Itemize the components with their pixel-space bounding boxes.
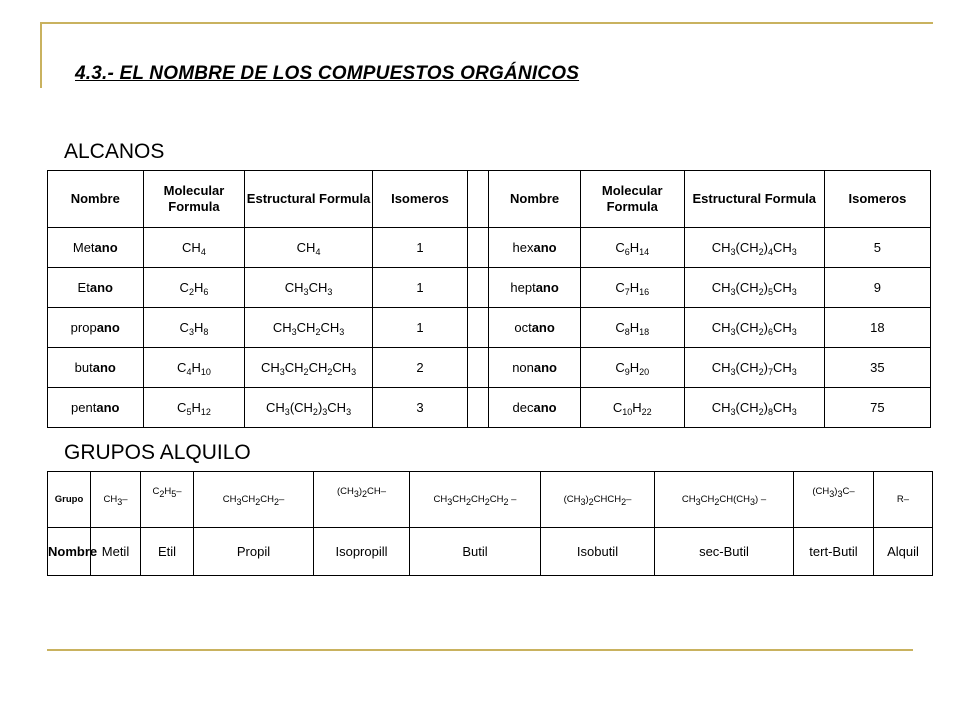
structural-formula-cell: $CH_3(CH_2)_3CH_3$: [245, 388, 372, 428]
alkane-stem: but: [74, 360, 93, 375]
molecular-formula-cell: $C_{10}H_{22}$: [580, 388, 684, 428]
group-formula-cell: [314, 472, 410, 528]
row-label-grupo: [48, 472, 91, 528]
alkanes-heading: ALCANOS: [64, 140, 165, 163]
molecular-formula-cell: $C_8H_{18}$: [580, 308, 684, 348]
structural-formula-cell: $CH_4$: [245, 228, 372, 268]
left-accent-line: [40, 22, 42, 88]
group-formula-cell: [141, 472, 194, 528]
bottom-accent-line: [47, 649, 913, 651]
isomers-cell: 75: [824, 388, 930, 428]
group-formula-cell: [91, 472, 141, 528]
alkane-name-cell: [48, 308, 144, 348]
alkane-suffix: ano: [89, 280, 113, 295]
isomers-cell: 18: [824, 308, 930, 348]
alkane-name-cell: [489, 388, 580, 428]
alkane-stem: Et: [77, 280, 90, 295]
molecular-formula-cell: $C_7H_{16}$: [580, 268, 684, 308]
alkane-suffix: ano: [94, 240, 118, 255]
group-name-cell: Etil: [141, 528, 194, 576]
groups-heading: GRUPOS ALQUILO: [64, 441, 251, 464]
group-formula-cell: [541, 472, 655, 528]
structural-formula-cell: $CH_3CH_3$: [245, 268, 372, 308]
isomers-cell: 1: [372, 228, 468, 268]
alkane-stem: pent: [71, 400, 97, 415]
spacer-cell: [468, 268, 489, 308]
col-header-structural: Estructural Formula: [245, 171, 372, 228]
isomers-cell: 1: [372, 268, 468, 308]
alkane-row: [48, 228, 931, 268]
alkanes-table-body: [48, 228, 931, 428]
col-header-name: Nombre: [48, 171, 144, 228]
group-formula: $CH_3CH_2CH_2CH_2$ –: [433, 494, 517, 507]
alkane-name-cell: [48, 348, 144, 388]
alkane-row: [48, 268, 931, 308]
spacer-column: [468, 171, 489, 228]
structural-formula-cell: $CH_3(CH_2)_5CH_3$: [684, 268, 824, 308]
molecular-formula-cell: $C_4H_{10}$: [143, 348, 245, 388]
isomers-cell: 9: [824, 268, 930, 308]
alkane-suffix: ano: [535, 280, 559, 295]
alkane-stem: hept: [510, 280, 536, 295]
molecular-formula-cell: $C_9H_{20}$: [580, 348, 684, 388]
col-header-isomers: Isomeros: [372, 171, 468, 228]
alkane-row: [48, 388, 931, 428]
alkyl-groups-table: [47, 471, 933, 576]
isomers-cell: 5: [824, 228, 930, 268]
molecular-formula-cell: $C_5H_{12}$: [143, 388, 245, 428]
alkane-name-cell: [489, 268, 580, 308]
alkanes-header-row: [48, 171, 931, 228]
group-formula: $(CH_3)_2CH-$: [336, 486, 387, 499]
col-header-structural: Estructural Formula: [684, 171, 824, 228]
molecular-formula-cell: $C_2H_6$: [143, 268, 245, 308]
page-title: 4.3.- EL NOMBRE DE LOS COMPUESTOS ORGÁNICOS: [75, 63, 580, 84]
alkane-stem: Met: [72, 240, 95, 255]
group-formula: $CH_3CH_2CH(CH_3)$ –: [681, 494, 767, 507]
group-formula: $C_2H_5-$: [152, 486, 182, 499]
spacer-cell: [468, 348, 489, 388]
alkane-name-cell: [48, 268, 144, 308]
top-accent-line: [40, 22, 933, 24]
row-label-text: Nombre: [48, 544, 98, 559]
group-name-cell: Metil: [91, 528, 141, 576]
spacer-cell: [468, 228, 489, 268]
group-name-cell: sec-Butil: [655, 528, 794, 576]
col-header-name: Nombre: [489, 171, 580, 228]
alkane-row: [48, 308, 931, 348]
group-name-cell: Propil: [194, 528, 314, 576]
alkane-suffix: ano: [533, 240, 557, 255]
group-name-cell: Alquil: [874, 528, 933, 576]
isomers-cell: 2: [372, 348, 468, 388]
alkane-name-cell: [48, 228, 144, 268]
structural-formula-cell: $CH_3CH_2CH_2CH_3$: [245, 348, 372, 388]
alkane-stem: hex: [512, 240, 534, 255]
structural-formula-cell: $CH_3(CH_2)_8CH_3$: [684, 388, 824, 428]
molecular-formula-cell: $C_6H_{14}$: [580, 228, 684, 268]
alkane-name-cell: [489, 228, 580, 268]
group-formula-row: [48, 472, 933, 528]
isomers-cell: 1: [372, 308, 468, 348]
group-formula: R–: [896, 494, 910, 505]
alkanes-table: [47, 170, 931, 428]
alkane-name-cell: [48, 388, 144, 428]
group-name-cell: Isobutil: [541, 528, 655, 576]
alkane-stem: dec: [512, 400, 534, 415]
isomers-cell: 35: [824, 348, 930, 388]
spacer-cell: [468, 308, 489, 348]
alkane-name-cell: [489, 308, 580, 348]
structural-formula-cell: $CH_3(CH_2)_6CH_3$: [684, 308, 824, 348]
alkane-suffix: ano: [533, 360, 558, 375]
structural-formula-cell: $CH_3CH_2CH_3$: [245, 308, 372, 348]
group-formula-cell: [874, 472, 933, 528]
group-formula: $(CH_3)_3C-$: [812, 486, 855, 499]
alkane-row: [48, 348, 931, 388]
group-name-cell: Butil: [410, 528, 541, 576]
molecular-formula-cell: $CH_4$: [143, 228, 245, 268]
alkane-stem: oct: [514, 320, 532, 335]
structural-formula-cell: $CH_3(CH_2)_7CH_3$: [684, 348, 824, 388]
group-name-cell: tert-Butil: [794, 528, 874, 576]
alkane-stem: prop: [70, 320, 97, 335]
col-header-molecular: Molecular Formula: [580, 171, 684, 228]
alkane-name-cell: [489, 348, 580, 388]
alkane-suffix: ano: [96, 400, 120, 415]
spacer-cell: [468, 388, 489, 428]
col-header-isomers: Isomeros: [824, 171, 930, 228]
group-formula-cell: [655, 472, 794, 528]
col-header-molecular: Molecular Formula: [143, 171, 245, 228]
group-name-cell: Isopropill: [314, 528, 410, 576]
row-label-nombre: [48, 528, 98, 576]
group-name-row: [48, 528, 933, 576]
group-formula: $CH_3CH_2CH_2-$: [222, 494, 285, 507]
molecular-formula-cell: $C_3H_8$: [143, 308, 245, 348]
alkane-suffix: ano: [96, 320, 120, 335]
group-formula: $CH_3-$: [103, 494, 128, 507]
group-formula: $(CH_3)_2CHCH_2-$: [563, 494, 632, 507]
group-formula-cell: [194, 472, 314, 528]
group-formula-cell: [794, 472, 874, 528]
alkane-stem: non: [512, 360, 534, 375]
alkane-suffix: ano: [92, 360, 116, 375]
row-label-text: Grupo: [54, 494, 84, 505]
structural-formula-cell: $CH_3(CH_2)_4CH_3$: [684, 228, 824, 268]
alkane-suffix: ano: [531, 320, 555, 335]
isomers-cell: 3: [372, 388, 468, 428]
alkane-suffix: ano: [533, 400, 557, 415]
group-formula-cell: [410, 472, 541, 528]
